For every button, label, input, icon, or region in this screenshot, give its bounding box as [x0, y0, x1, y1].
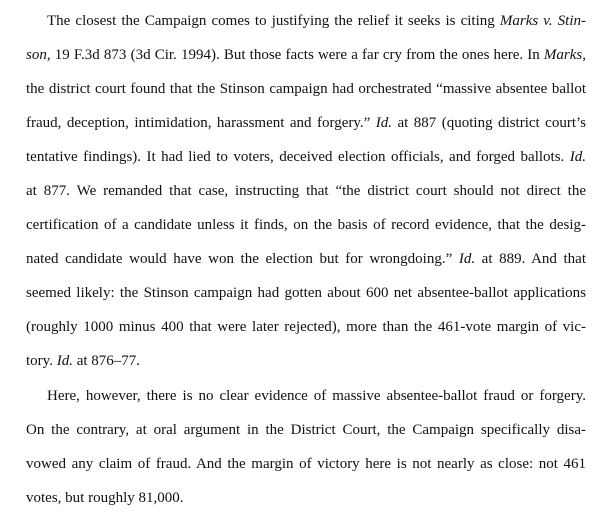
text-run: nated candidate would have won the election but for wrongdoing.” [26, 251, 459, 267]
text-line [26, 454, 586, 474]
text-line [26, 317, 586, 337]
case-name-italic: son [26, 47, 47, 63]
text-run: certification of a candidate unless it finds, on the basis of record evidence, that the desig- [26, 217, 586, 233]
text-line [26, 420, 586, 440]
text-run: (roughly 1000 minus 400 that were later rejected), more than the 461-vote margin of vic- [26, 319, 586, 335]
text-run: Here, however, there is no clear evidence of massive absentee-ballot fraud or forgery. [47, 388, 586, 404]
text-run: , [582, 47, 586, 63]
text-run: the district court found that the Stinson campaign had orchestrated “massive absentee ballot [26, 81, 586, 97]
text-run: fraud, deception, intimidation, harassment and forgery.” [26, 115, 376, 131]
text-line [47, 11, 586, 31]
text-run: vowed any claim of fraud. And the margin of victory here is not nearly as close: not 461 [26, 456, 586, 472]
text-line [26, 488, 586, 508]
text-line [26, 351, 586, 371]
text-line [26, 181, 586, 201]
text-line [26, 45, 586, 65]
text-run: at 876–77. [72, 353, 141, 369]
text-line [26, 215, 586, 235]
text-line [26, 283, 586, 303]
text-run: tentative findings). It had lied to voters, deceived election officials, and forged ballots. [26, 149, 570, 165]
text-line [26, 113, 586, 133]
case-name-italic: Marks [543, 47, 583, 63]
citation-id-italic: Id. [56, 353, 73, 369]
text-run: The closest the Campaign comes to justifying the relief it seeks is citing [47, 13, 500, 29]
text-run: at 887 (quoting district court’s [392, 115, 587, 131]
text-run: On the contrary, at oral argument in the District Court, the Campaign specifically disa- [26, 422, 586, 438]
text-run: votes, but roughly 81,000. [26, 490, 184, 506]
text-line [26, 249, 586, 269]
text-line [26, 79, 586, 99]
text-run: at 877. We remanded that case, instructing that “the district court should not direct the [26, 183, 586, 199]
text-run: tory. [26, 353, 57, 369]
citation-id-italic: Id. [458, 251, 476, 267]
citation-id-italic: Id. [375, 115, 393, 131]
citation-id-italic: Id. [569, 149, 586, 165]
text-run: at 889. And that [475, 251, 586, 267]
case-name-italic: Marks v. Stin- [499, 13, 587, 29]
text-line [26, 147, 586, 167]
text-run: , 19 F.3d 873 (3d Cir. 1994). But those facts were a far cry from the ones here. In [46, 47, 544, 63]
text-run: seemed likely: the Stinson campaign had gotten about 600 net absentee-ballot applications [26, 285, 586, 301]
text-line [47, 386, 586, 406]
